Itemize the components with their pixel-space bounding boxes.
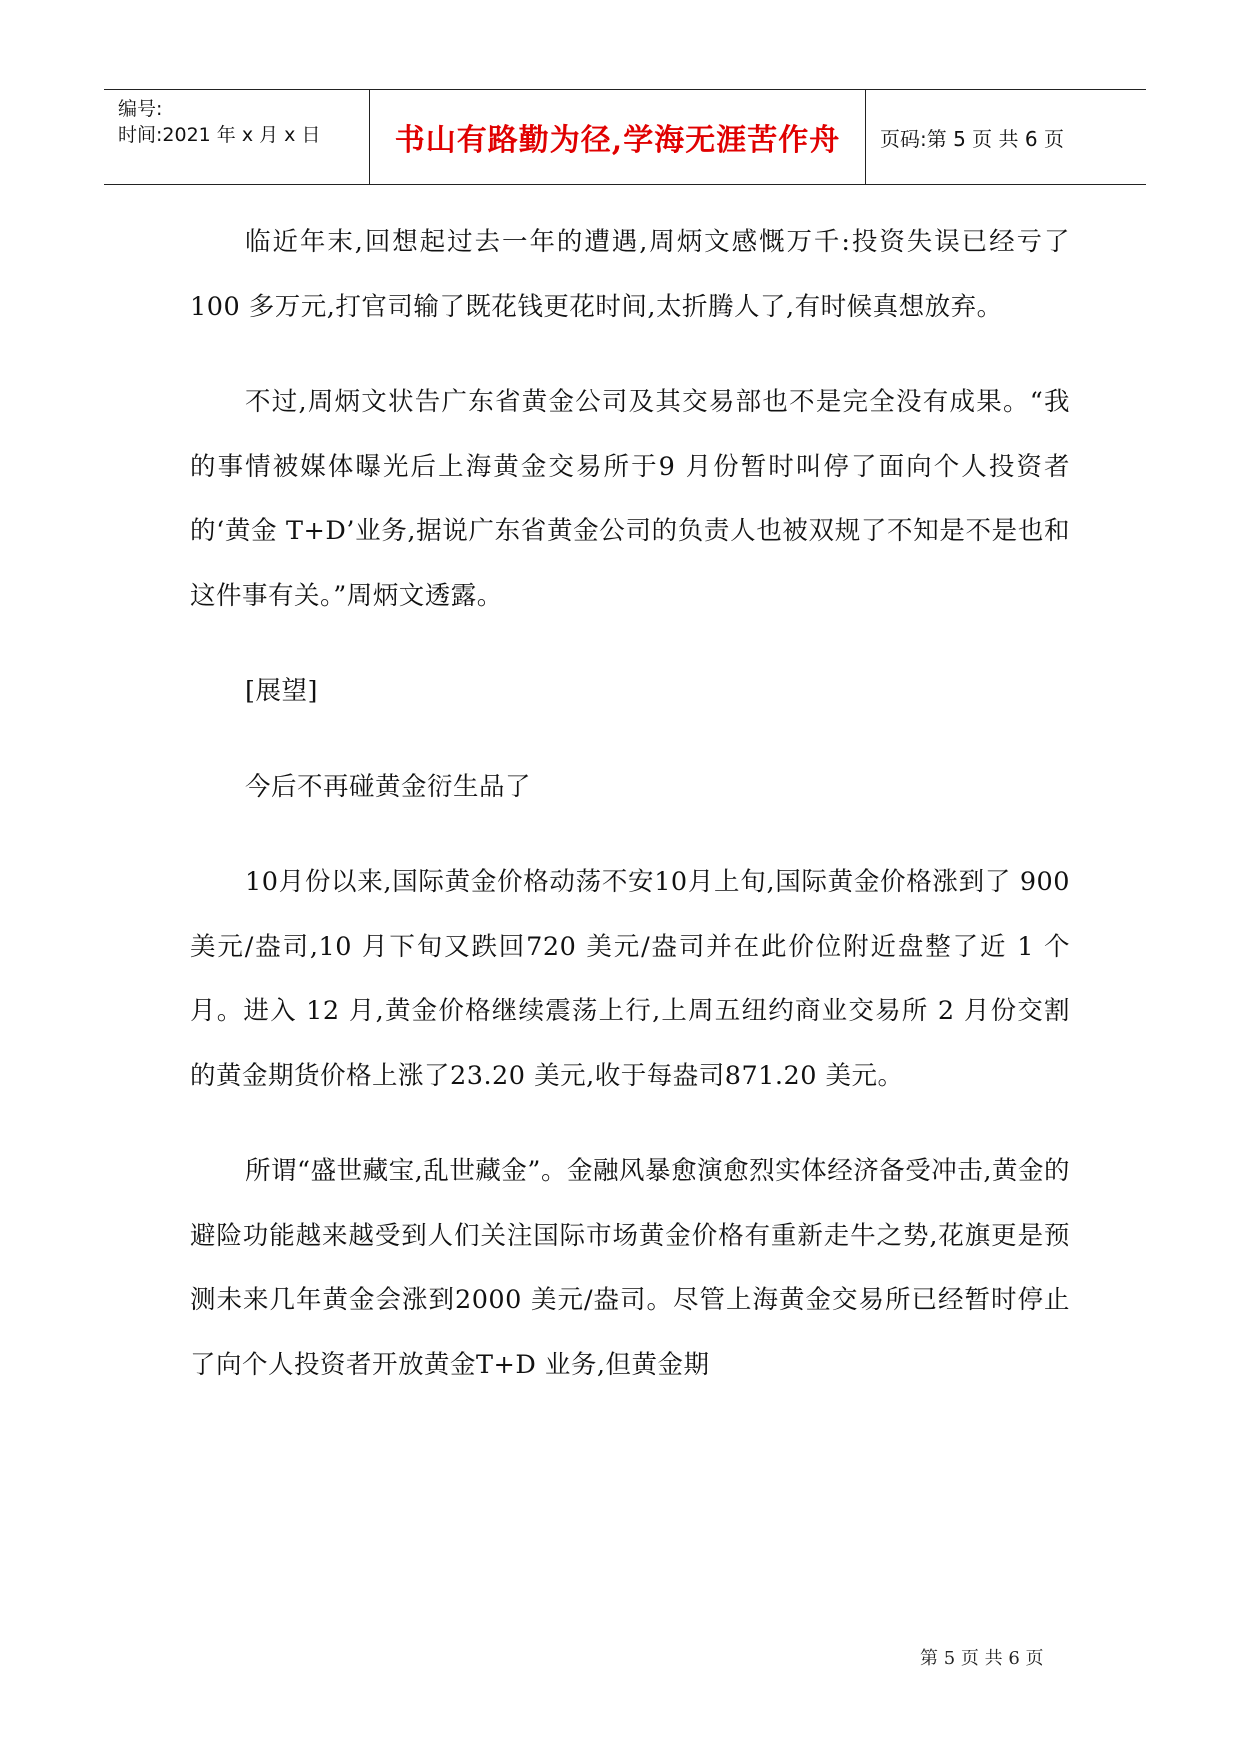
number-label: 编号:	[118, 98, 163, 120]
header-motto-cell	[370, 90, 866, 184]
page-header	[104, 89, 1146, 185]
paragraph: 临近年末,回想起过去一年的遭遇,周炳文感慨万千:投资失误已经亏了 100 多万元,打官司输了既花钱更花时间,太折腾人了,有时候真想放弃。	[190, 227, 1070, 322]
subheading: 今后不再碰黄金衍生品了	[245, 771, 532, 802]
header-meta-cell	[104, 90, 370, 184]
paragraph: 所谓“盛世藏宝,乱世藏金”。金融风暴愈演愈烈实体经济备受冲击,黄金的避险功能越来越受到人们关注国际市场黄金价格有重新走牛之势,花旗更是预测未来几年黄金会涨到2000 美元/盎司。尽管上海黄金交易所已经暂时停止了向个人投资者开放黄金T+D 业务,但黄金期	[190, 1156, 1070, 1380]
document-body	[190, 210, 1070, 1428]
motto-text: 书山有路勤为径,学海无涯苦作舟	[394, 123, 841, 158]
section-heading: [展望]	[245, 676, 318, 706]
paragraph: 10月份以来,国际黄金价格动荡不安10月上旬,国际黄金价格涨到了 900 美元/盎司,10 月下旬又跌回720 美元/盎司并在此价位附近盘整了近 1 个月。进入 12 月,黄金价格继续震荡上行,上周五纽约商业交易所 2 月份交割的黄金期货价格上涨了23.20 美元,收于每盎司871.20 美元。	[190, 867, 1070, 1091]
page-footer: 第 5 页 共 6 页	[920, 1648, 1044, 1669]
header-page-cell	[866, 90, 1146, 184]
time-label: 时间:2021 年 x 月 x 日	[118, 124, 321, 146]
header-page-label: 页码:第 5 页 共 6 页	[880, 126, 1064, 151]
paragraph: 不过,周炳文状告广东省黄金公司及其交易部也不是完全没有成果。“我的事情被媒体曝光后上海黄金交易所于9 月份暂时叫停了面向个人投资者的‘黄金 T+D’业务,据说广东省黄金公司的负责人也被双规了不知是不是也和这件事有关。”周炳文透露。	[190, 387, 1070, 611]
